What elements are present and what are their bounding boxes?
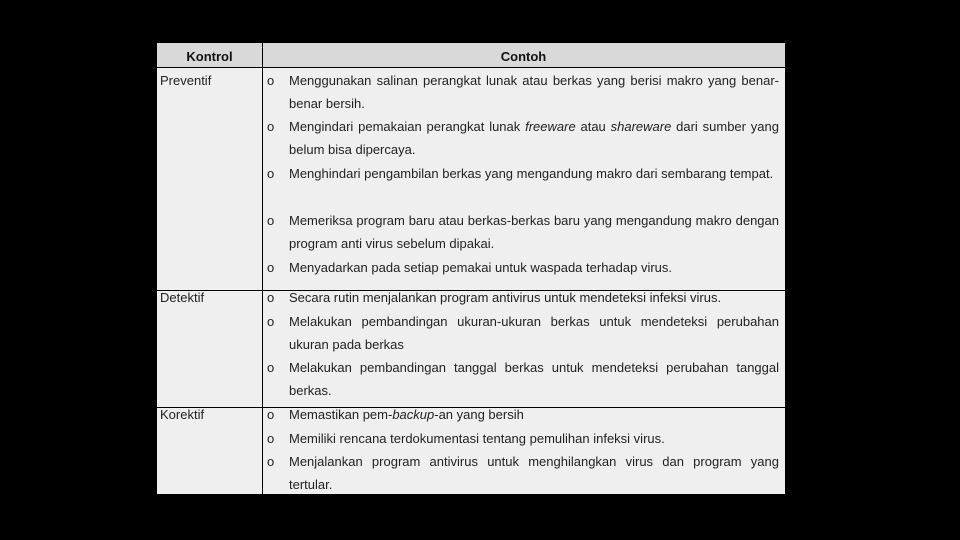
list-item: o Melakukan pembandingan ukuran-ukuran berkas untuk mendeteksi perubahan ukuran pada berkas — [267, 310, 779, 356]
bullet-icon: o — [267, 314, 275, 329]
column-divider — [262, 43, 263, 494]
list-item: o Melakukan pembandingan tanggal berkas untuk mendeteksi perubahan tanggal berkas. — [267, 356, 779, 402]
list-item: o Memastikan pem-backup-an yang bersih — [267, 403, 779, 426]
bullet-icon: o — [267, 260, 275, 275]
category-detektif: Detektif — [160, 290, 205, 305]
category-preventif: Preventif — [160, 73, 212, 88]
bullet-icon: o — [267, 431, 275, 446]
header-kontrol: Kontrol — [186, 49, 233, 64]
list-item: o Memiliki rencana terdokumentasi tentang pemulihan infeksi virus. — [267, 427, 779, 450]
list-item: o Memeriksa program baru atau berkas-berkas baru yang mengandung makro dengan program anti virus sebelum dipakai. — [267, 209, 779, 255]
bullet-icon: o — [267, 360, 275, 375]
bullet-icon: o — [267, 407, 275, 422]
table-header — [157, 43, 785, 68]
list-item: o Menjalankan program antivirus untuk menghilangkan virus dan program yang tertular. — [267, 450, 779, 496]
bullet-icon: o — [267, 73, 275, 88]
list-item: o Secara rutin menjalankan program antivirus untuk mendeteksi infeksi virus. — [267, 286, 779, 309]
bullet-icon: o — [267, 213, 275, 228]
list-item: o Menyadarkan pada setiap pemakai untuk waspada terhadap virus. — [267, 256, 779, 279]
list-item: o Menghindari pengambilan berkas yang mengandung makro dari sembarang tempat. — [267, 162, 779, 185]
control-table — [156, 42, 786, 495]
bullet-icon: o — [267, 290, 275, 305]
bullet-icon: o — [267, 166, 275, 181]
list-item: o Mengindari pemakaian perangkat lunak freeware atau shareware dari sumber yang belum bisa dipercaya. — [267, 115, 779, 161]
category-korektif: Korektif — [160, 407, 205, 422]
header-contoh: Contoh — [500, 49, 547, 64]
bullet-icon: o — [267, 454, 275, 469]
bullet-icon: o — [267, 119, 275, 134]
list-item: o Menggunakan salinan perangkat lunak atau berkas yang berisi makro yang benar-benar bersih. — [267, 69, 779, 115]
